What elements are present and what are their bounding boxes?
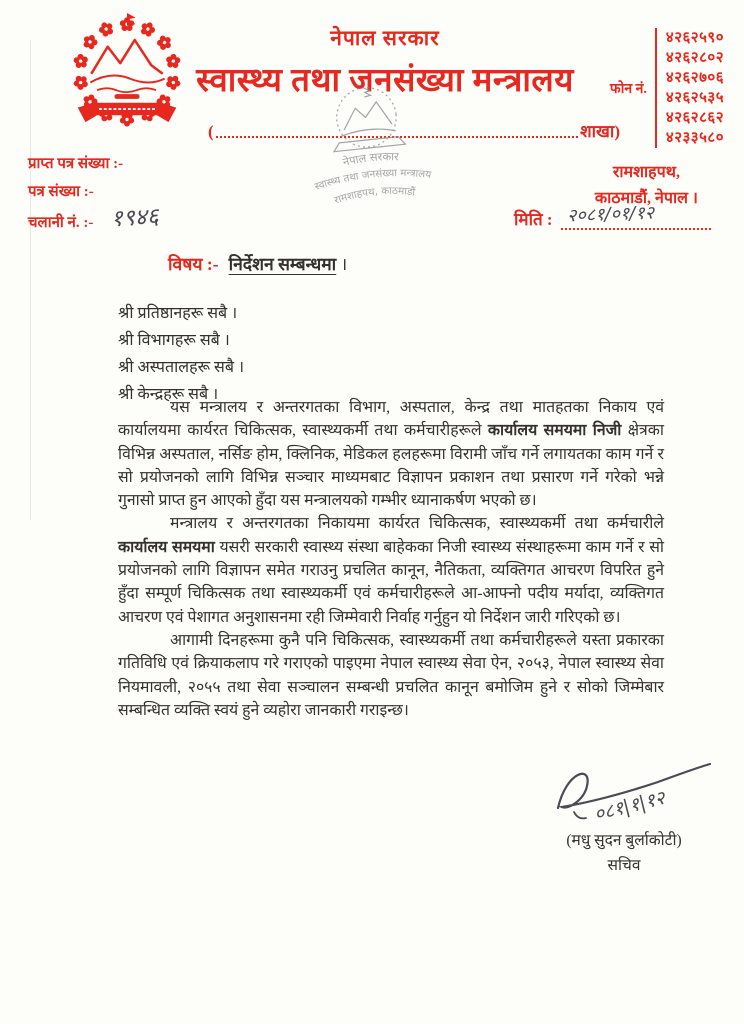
office-stamp xyxy=(281,76,458,226)
branch-open-paren: ( xyxy=(208,122,214,141)
phone-number: ४२३३५८० xyxy=(665,130,724,146)
addressee-line: श्री अस्पतालहरू सबै । xyxy=(118,359,245,376)
phone-number: ४२६२८६२ xyxy=(665,110,724,126)
signatory-block xyxy=(508,828,740,878)
address-street: रामशाहपथ, xyxy=(612,164,680,181)
subject-title: निर्देशन सम्बन्धमा xyxy=(228,254,337,274)
body-paragraph-1: यस मन्त्रालय र अन्तरगतका विभाग, अस्पताल, केन्द्र तथा मातहतका निकाय एवं कार्यालयमा कार्यरत चिकित्सक, स्वास्थ्यकर्मी तथा कर्मचारीहरूले कार्यालय समयमा निजी क्षेत्रका विभिन्न अस्पताल, नर्सिङ होम, क्लिनिक, मेडिकल हलहरूमा विरामी जाँच गर्ने लगायतका काम गर्ने र सो प्रयोजनको लागि विभिन्न सञ्चार माध्यमबाट विज्ञापन प्रकाशन तथा प्रसारण गर्ने गरेको भन्ने गुनासो प्राप्त हुन आएको हुँदा यस मन्त्रालयको गम्भीर ध्यानाकर्षण भएको छ। xyxy=(118,399,664,510)
scan-artifact xyxy=(30,40,31,520)
date-row xyxy=(514,202,711,230)
stamp-text-address: रामशाहपथ, काठमाडौं xyxy=(332,184,416,207)
date-dotted-blank xyxy=(561,202,711,230)
dispatch-no-label: चलानी नं. :- xyxy=(28,215,94,231)
phone-number: ४२६२५९० xyxy=(665,30,724,46)
phone-block xyxy=(610,28,724,148)
body-paragraph-3: आगामी दिनहरूमा कुनै पनि चिकित्सक, स्वास्थ्यकर्मी तथा कर्मचारीहरूले यस्ता प्रकारका गतिविधि एवं क्रियाकलाप गरे गराएको पाइएमा नेपाल स्वास्थ्य सेवा ऐन, २०५३, नेपाल स्वास्थ्य सेवा नियमावली, २०५५ तथा सेवा सञ्चालन सम्बन्धी प्रचलित कानून बमोजिम हुने र सोको जिम्मेबार सम्बन्धित व्यक्ति स्वयं हुने व्यहोरा जानकारी गराइन्छ। xyxy=(118,631,664,719)
phone-number-list xyxy=(655,28,724,148)
phone-number: ४२६२५३५ xyxy=(665,90,724,106)
subject-terminator: । xyxy=(336,254,348,274)
received-letter-no-label: प्राप्त पत्र संख्या :- xyxy=(28,156,124,172)
svg-text:रामशाहपथ, काठमाडौं xyxy=(332,181,417,207)
subject-label: विषय :- xyxy=(168,254,219,274)
letter-no-label: पत्र संख्या :- xyxy=(28,184,94,200)
stamp-text-government: नेपाल सरकार xyxy=(341,150,400,170)
addressee-list xyxy=(118,300,244,408)
address-city: काठमाडौं, नेपाल । xyxy=(594,190,698,207)
svg-text:नेपाल सरकार xyxy=(341,148,401,169)
phone-number: ४२६२८०२ xyxy=(665,50,724,66)
subject-line xyxy=(168,252,347,276)
signature-date-scribble: ०८१|१|१२ xyxy=(591,786,668,826)
signatory-title: सचिव xyxy=(607,857,641,874)
body-paragraph-2: मन्त्रालय र अन्तरगतका निकायमा कार्यरत चिकित्सक, स्वास्थ्यकर्मी तथा कर्मचारीले कार्यालय समयमा यसरी सरकारी स्वास्थ्य संस्था बाहेकका निजी स्वास्थ्य संस्थाहरूमा काम गर्ने र सो प्रयोजनको लागि विज्ञापन समेत गराउनु प्रचलित कानून, नैतिकता, व्यक्तिगत आचरण विपरित हुने हुँदा सम्पूर्ण चिकित्सक तथा स्वास्थ्यकर्मी एवं कर्मचारीहरूले आ-आफ्नो पदीय मर्यादा, व्यक्तिगत आचरण एवं पेशागत अनुशासनमा रही जिम्मेवारी निर्वाह गर्नुहुन यो निर्देशन जारी गरिएको छ। xyxy=(118,515,665,626)
branch-label: शाखा) xyxy=(580,122,620,141)
signature-scribble xyxy=(540,760,720,830)
dispatch-no-value-handwritten: १९४६ xyxy=(110,203,160,233)
addressee-line: श्री प्रतिष्ठानहरू सबै । xyxy=(118,305,238,322)
dispatch-no-row xyxy=(28,203,160,237)
letter-body xyxy=(118,396,664,722)
reference-fields xyxy=(28,150,159,237)
signatory-name: (मधु सुदन बुर्लाकोटी) xyxy=(566,832,682,849)
addressee-line: श्री केन्द्रहरू सबै । xyxy=(118,386,219,403)
ministry-name: स्वास्थ्य तथा जनसंख्या मन्त्रालय xyxy=(196,63,574,99)
addressee-line: श्री विभागहरू सबै । xyxy=(118,332,230,349)
government-name: नेपाल सरकार xyxy=(330,26,440,50)
date-label: मिति : xyxy=(514,210,553,229)
phone-number: ४२६२७०६ xyxy=(665,70,724,86)
phone-label: फोन नं. xyxy=(609,81,647,97)
stamp-text-ministry: स्वास्थ्य तथा जनसंख्या मन्त्रालय xyxy=(313,167,432,193)
date-value-handwritten: २०८१/०१/१२ xyxy=(566,202,654,227)
